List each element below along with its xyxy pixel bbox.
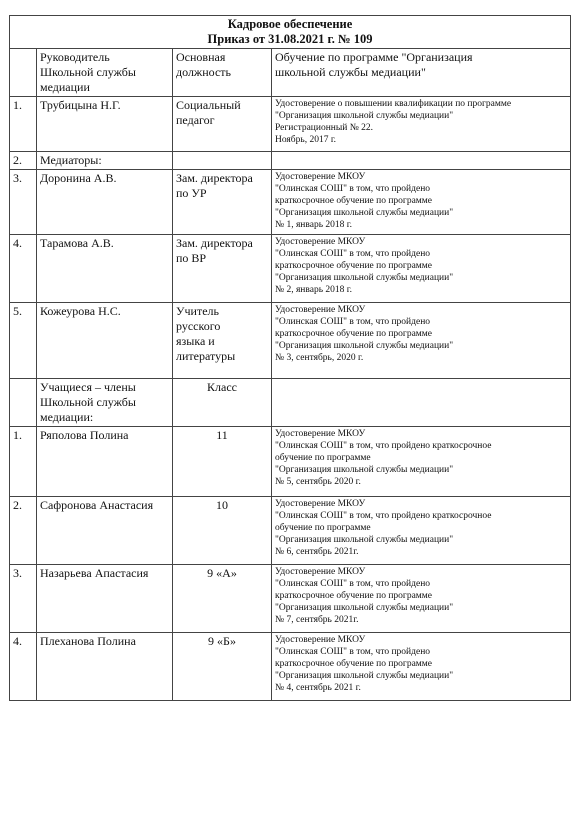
class-column-header: Класс (173, 379, 272, 427)
training-certificate: Удостоверение МКОУ "Олинская СОШ" в том, что пройдено краткосрочное обучение по программе "Организация школьной службы медиации" № 1, январь 2018 г. (272, 170, 571, 235)
row-number: 3. (10, 565, 37, 633)
table-row (10, 427, 571, 497)
empty-cell (272, 152, 571, 170)
head-column-header: Руководитель Школьной службы медиации (37, 49, 173, 97)
training-certificate: Удостоверение о повышении квалификации по программе "Организация школьной службы медиации" Регистрационный № 22. Ноябрь, 2017 г. (272, 97, 571, 152)
position-column-header: Основная должность (173, 49, 272, 97)
person-position: Учитель русского языка и литературы (173, 303, 272, 379)
mediators-label: Медиаторы: (37, 152, 173, 170)
table-header-row (10, 16, 571, 49)
training-certificate: Удостоверение МКОУ "Олинская СОШ" в том, что пройдено краткосрочное обучение по программе "Организация школьной службы медиации" № 2, январь 2018 г. (272, 235, 571, 303)
row-number: 1. (10, 97, 37, 152)
person-name: Доронина А.В. (37, 170, 173, 235)
num-header-cell (10, 49, 37, 97)
students-label: Учащиеся – члены Школьной службы медиации: (37, 379, 173, 427)
training-certificate: Удостоверение МКОУ "Олинская СОШ" в том, что пройдено краткосрочное обучение по программе "Организация школьной службы медиации" № 3, сентябрь, 2020 г. (272, 303, 571, 379)
table-row (10, 497, 571, 565)
table-row (10, 565, 571, 633)
student-class: 9 «А» (173, 565, 272, 633)
student-class: 11 (173, 427, 272, 497)
row-number: 3. (10, 170, 37, 235)
empty-cell (272, 379, 571, 427)
person-position: Социальный педагог (173, 97, 272, 152)
row-number: 5. (10, 303, 37, 379)
table-title-cell (10, 16, 571, 49)
table-row (10, 97, 571, 152)
training-certificate: Удостоверение МКОУ "Олинская СОШ" в том, что пройдено краткосрочное обучение по программе "Организация школьной службы медиации" № 5, сентябрь 2020 г. (272, 427, 571, 497)
order-reference: Приказ от 31.08.2021 г. № 109 (207, 32, 373, 46)
table-row (10, 170, 571, 235)
document-title: Кадровое обеспечение (227, 17, 353, 31)
student-class: 10 (173, 497, 272, 565)
person-name: Тарамова А.В. (37, 235, 173, 303)
person-position: Зам. директора по УР (173, 170, 272, 235)
empty-cell (10, 379, 37, 427)
staffing-table (9, 15, 571, 701)
training-certificate: Удостоверение МКОУ "Олинская СОШ" в том, что пройдено краткосрочное обучение по программе "Организация школьной службы медиации" № 4, сентябрь 2021 г. (272, 633, 571, 701)
person-position: Зам. директора по ВР (173, 235, 272, 303)
row-number: 4. (10, 633, 37, 701)
row-number: 1. (10, 427, 37, 497)
student-class: 9 «Б» (173, 633, 272, 701)
person-name: Кожеурова Н.С. (37, 303, 173, 379)
staff-header-row (10, 49, 571, 97)
row-number: 4. (10, 235, 37, 303)
student-name: Ряполова Полина (37, 427, 173, 497)
student-name: Сафронова Анастасия (37, 497, 173, 565)
person-name: Трубицына Н.Г. (37, 97, 173, 152)
row-number: 2. (10, 497, 37, 565)
student-name: Плеханова Полина (37, 633, 173, 701)
table-row (10, 235, 571, 303)
training-certificate: Удостоверение МКОУ "Олинская СОШ" в том, что пройдено краткосрочное обучение по программе "Организация школьной службы медиации" № 6, сентябрь 2021г. (272, 497, 571, 565)
training-certificate: Удостоверение МКОУ "Олинская СОШ" в том, что пройдено краткосрочное обучение по программе "Организация школьной службы медиации" № 7, сентябрь 2021г. (272, 565, 571, 633)
training-column-header: Обучение по программе "Организация школьной службы медиации" (272, 49, 571, 97)
student-name: Назарьева Апастасия (37, 565, 173, 633)
row-number: 2. (10, 152, 37, 170)
students-header-row (10, 379, 571, 427)
table-row (10, 633, 571, 701)
table-row (10, 303, 571, 379)
mediators-section-row (10, 152, 571, 170)
empty-cell (173, 152, 272, 170)
